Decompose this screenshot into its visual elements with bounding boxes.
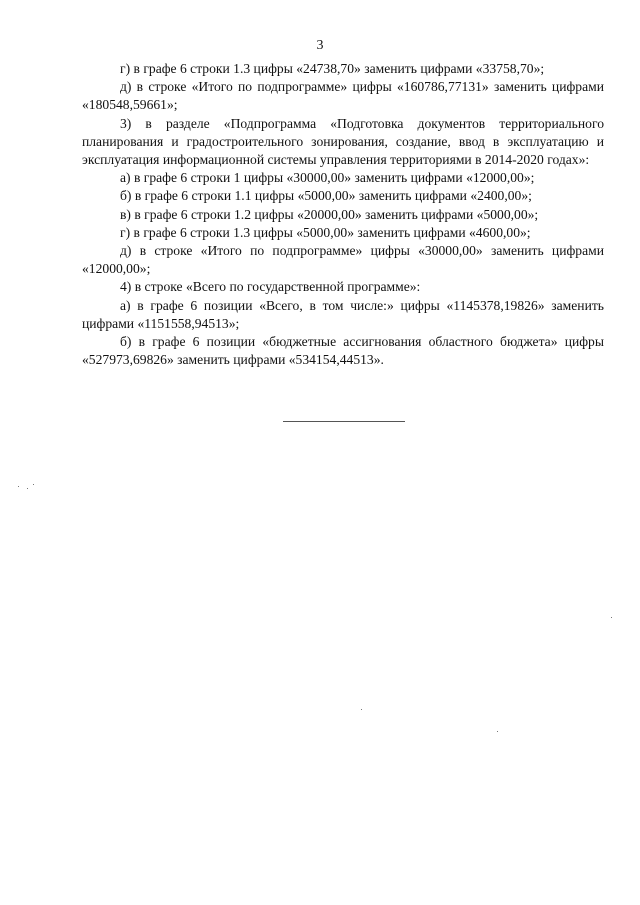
scan-speck (611, 617, 612, 618)
paragraph: г) в графе 6 строки 1.3 цифры «24738,70» заменить цифрами «33758,70»; (120, 61, 545, 76)
paragraph: в) в графе 6 строки 1.2 цифры «20000,00» заменить цифрами «5000,00»; (120, 206, 539, 222)
paragraph: г) в графе 6 строки 1.3 цифры «5000,00» заменить цифрами «4600,00»; (120, 224, 531, 240)
scan-speck (18, 486, 19, 487)
document-body (82, 60, 604, 369)
paragraph: б) в графе 6 строки 1.1 цифры «5000,00» заменить цифрами «2400,00»; (120, 188, 532, 204)
separator-line (283, 421, 405, 422)
paragraph: 3) в разделе «Подпрограмма «Подготовка документов территориального планирования и градостроительного зонирования, создание, ввод в эксплуатацию и эксплуатация информационной системы управления территориями в 2014-2020 годах»: (82, 115, 604, 168)
scan-speck (497, 731, 498, 732)
scan-speck (33, 484, 34, 485)
paragraph: а) в графе 6 позиции «Всего, в том числе:» цифры «1145378,19826» заменить цифрами «1151558,94513»; (82, 297, 604, 331)
page-number: 3 (316, 38, 324, 53)
paragraph: б) в графе 6 позиции «бюджетные ассигнования областного бюджета» цифры «527973,69826» заменить цифрами «534154,44513». (82, 334, 604, 368)
paragraph: д) в строке «Итого по подпрограмме» цифры «30000,00» заменить цифрами «12000,00»; (82, 243, 604, 277)
paragraph: д) в строке «Итого по подпрограмме» цифры «160786,77131» заменить цифрами «180548,59661»; (82, 79, 604, 113)
scan-speck (27, 488, 28, 489)
scan-speck (361, 709, 362, 710)
paragraph: а) в графе 6 строки 1 цифры «30000,00» заменить цифрами «12000,00»; (120, 170, 535, 186)
paragraph: 4) в строке «Всего по государственной программе»: (120, 279, 421, 295)
